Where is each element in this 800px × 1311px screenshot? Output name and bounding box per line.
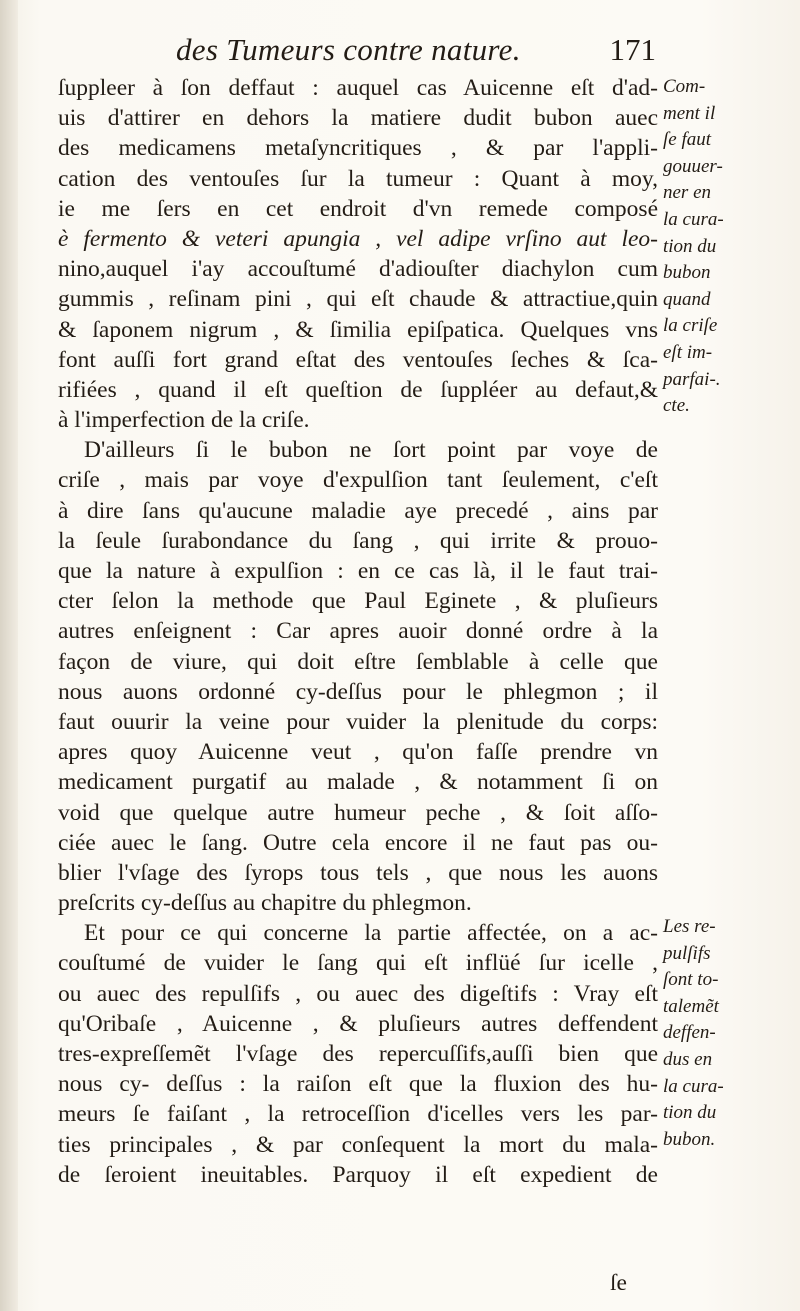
margin-note-line: ſe faut bbox=[663, 129, 712, 151]
text-line: la ſeule ſurabondance du ſang , qui irrite & prouo- bbox=[58, 527, 658, 554]
text-line: des medicamens metaſyncritiques , & par l'appli- bbox=[58, 135, 658, 162]
margin-note-line: cte. bbox=[663, 395, 690, 417]
text-line: D'ailleurs ſi le bubon ne ſort point par voye de bbox=[84, 437, 658, 464]
text-line: ciée auec le ſang. Outre cela encore il ne faut pas ou- bbox=[58, 829, 658, 856]
text-line: tres-expreſſemẽt l'vſage des repercuſſifs,auſſi bien que bbox=[58, 1041, 658, 1067]
margin-note-line: talemẽt bbox=[663, 995, 719, 1017]
margin-note-line: tion du bbox=[663, 235, 717, 257]
text-line: à dire ſans qu'aucune maladie aye precedé , ains par bbox=[58, 497, 658, 524]
margin-note-line: gouuer- bbox=[663, 155, 723, 177]
margin-note-line: tion du bbox=[663, 1102, 717, 1124]
margin-note-line: deffen- bbox=[663, 1022, 716, 1044]
text-line: medicament purgatif au malade , & notamment ſi on bbox=[58, 769, 658, 796]
margin-note-line: bubon. bbox=[663, 1128, 716, 1150]
text-line: façon de viure, qui doit eſtre ſemblable à celle que bbox=[58, 648, 658, 675]
margin-note-line: la cura- bbox=[663, 208, 724, 230]
margin-note-line: bubon bbox=[663, 262, 711, 284]
margin-note-line: ner en bbox=[663, 182, 712, 204]
text-line: cter ſelon la methode que Paul Eginete , & pluſieurs bbox=[58, 588, 658, 615]
margin-note-line: ſont to- bbox=[663, 969, 719, 991]
catchword: ſe bbox=[610, 1270, 627, 1296]
margin-note-line: Com- bbox=[663, 76, 706, 97]
text-line: blier l'vſage des ſyrops tous tels , que nous les auons bbox=[58, 859, 658, 886]
page-header bbox=[176, 32, 656, 72]
text-line: criſe , mais par voye d'expulſion tant ſeulement, c'eſt bbox=[58, 467, 658, 494]
text-line: cation des ventouſes ſur la tumeur : Quant à moy, bbox=[58, 165, 658, 192]
page-number: 171 bbox=[609, 32, 656, 67]
text-line: ſuppleer à ſon deffaut : auquel cas Auicenne eſt d'ad- bbox=[58, 75, 658, 101]
text-line: void que quelque autre humeur peche , & ſoit aſſo- bbox=[58, 799, 658, 826]
text-line: è fermento & veteri apungia , vel adipe vrſino aut leo- bbox=[58, 225, 658, 252]
margin-note-2 bbox=[663, 914, 771, 1153]
text-line: ou auec des repulſifs , ou auec des digeſtifs : Vray eſt bbox=[58, 980, 658, 1007]
margin-note-line: la criſe bbox=[663, 315, 718, 337]
binding-edge bbox=[0, 0, 18, 1311]
text-line: faut ouurir la veine pour vuider la plenitude du corps: bbox=[58, 708, 658, 735]
text-line: que la nature à expulſion : en ce cas là, il le faut trai- bbox=[58, 558, 658, 584]
text-line: & ſaponem nigrum , & ſimilia epiſpatica. Quelques vns bbox=[58, 316, 658, 343]
text-line: apres quoy Auicenne veut , qu'on faſſe prendre vn bbox=[58, 739, 658, 766]
text-line: nous cy- deſſus : la raiſon eſt que la fluxion des hu- bbox=[58, 1071, 658, 1098]
text-line: autres enſeignent : Car apres auoir donné ordre à la bbox=[58, 618, 658, 645]
text-line: uis d'attirer en dehors la matiere dudit bubon auec bbox=[58, 105, 658, 132]
text-line: nous auons ordonné cy-deſſus pour le phlegmon ; il bbox=[58, 678, 658, 705]
margin-note-line: parfai-. bbox=[663, 368, 721, 390]
text-line: couſtumé de vuider le ſang qui eſt inflüé ſur icelle , bbox=[58, 950, 658, 977]
text-line: nino,auquel i'ay accouſtumé d'adiouſter diachylon cum bbox=[58, 256, 658, 283]
margin-note-line: dus en bbox=[663, 1048, 713, 1070]
text-line: gummis , reſinam pini , qui eſt chaude & attractiue,quin bbox=[58, 286, 658, 313]
text-line: ties principales , & par conſequent la mort du mala- bbox=[58, 1131, 658, 1158]
text-line: qu'Oribaſe , Auicenne , & pluſieurs autres deffendent bbox=[58, 1010, 658, 1037]
text-line: rifiées , quand il eſt queſtion de ſuppléer au defaut,& bbox=[58, 376, 658, 403]
text-line: Et pour ce qui concerne la partie affectée, on a ac- bbox=[84, 920, 658, 947]
text-line: font auſſi fort grand eſtat des ventouſes ſeches & ſca- bbox=[58, 346, 658, 373]
margin-note-line: la cura- bbox=[663, 1075, 724, 1097]
text-line: meurs ſe faiſant , la retroceſſion d'icelles vers les par- bbox=[58, 1101, 658, 1128]
text-line: preſcrits cy-deſſus au chapitre du phlegmon. bbox=[58, 890, 472, 917]
margin-note-1 bbox=[663, 74, 771, 420]
margin-note-line: Les re- bbox=[663, 916, 716, 937]
body-text bbox=[58, 73, 658, 1190]
margin-note-line: ment il bbox=[663, 102, 716, 124]
text-line: à l'imperfection de la criſe. bbox=[58, 407, 310, 434]
margin-note-line: pulſifs bbox=[663, 942, 711, 964]
margin-note-line: quand bbox=[663, 288, 711, 310]
margin-note-line: eſt im- bbox=[663, 341, 713, 363]
text-line: de ſeroient ineuitables. Parquoy il eſt expedient de bbox=[58, 1161, 658, 1188]
text-line: ie me ſers en cet endroit d'vn remede composé bbox=[58, 195, 658, 222]
running-title: des Tumeurs contre nature. bbox=[176, 32, 521, 67]
